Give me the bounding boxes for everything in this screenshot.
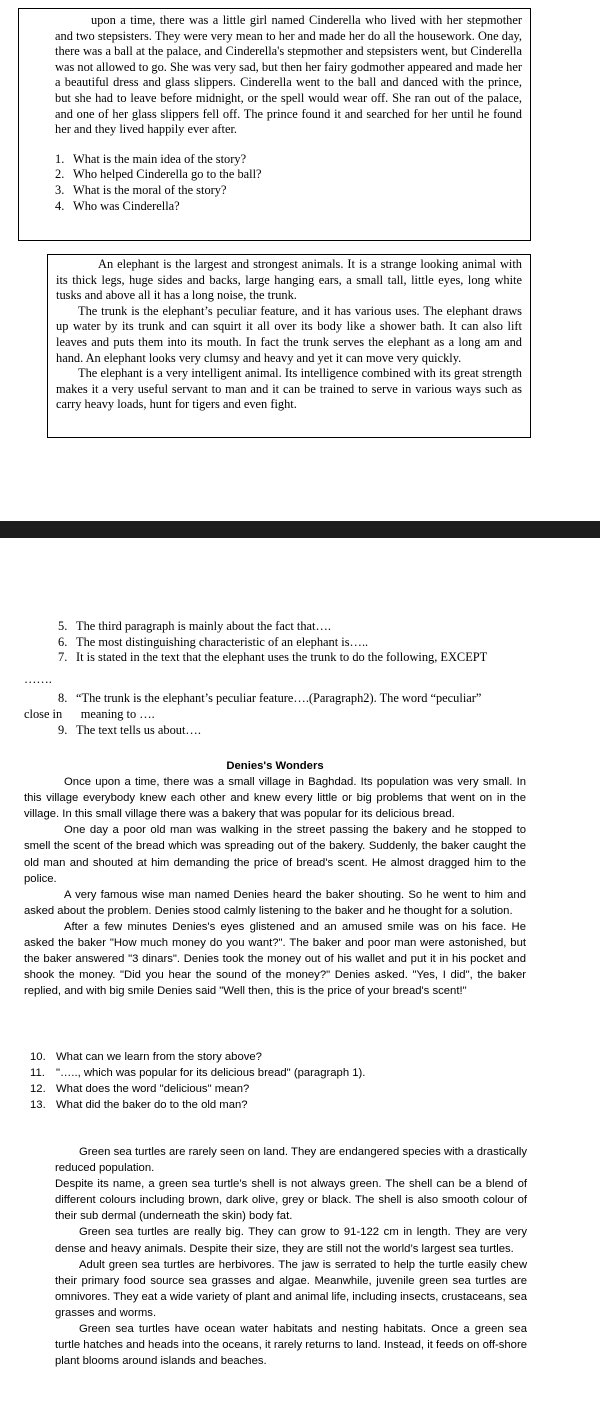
cinderella-questions (55, 152, 522, 214)
question-item: 3. What is the moral of the story? (55, 182, 227, 197)
turtle-passage (55, 1144, 527, 1369)
question-item: 2. Who helped Cinderella go to the ball? (55, 167, 262, 182)
elephant-paragraph: The trunk is the elephant’s peculiar feature, and it has various uses. The elephant draws up water by its trunk and can squirt it all over its body like a shower bath. It can also lift leaves and puts them into its mouth. In fact the trunk serves the elephant as a long am and hand. An elephant looks very clumsy and heavy and yet it can move very quickly. (56, 303, 522, 365)
question-item: 5. The third paragraph is mainly about the fact that…. (58, 619, 331, 633)
question-item: 10. What can we learn from the story above? (30, 1051, 262, 1063)
denies-story (24, 758, 526, 999)
elephant-paragraph: An elephant is the largest and strongest animals. It is a strange looking animal with its thick legs, huge sides and backs, large hanging ears, a small tall, little eyes, long white tusks and above all it has a long noise, the trunk. (56, 257, 522, 303)
question-item: 9. The text tells us about…. (58, 722, 201, 737)
question-item: 8. “The trunk is the elephant’s peculiar feature….(Paragraph2). The word “peculiar” (58, 691, 482, 706)
elephant-passage-box (47, 254, 531, 438)
denies-questions (30, 1049, 530, 1113)
question-item: 6. The most distinguishing characteristic of an elephant is….. (58, 634, 369, 649)
story-paragraph: Once upon a time, there was a small village in Baghdad. Its population was very small. In this village everybody knew each other and knew every little or big problems that went on in the village. In this small village there was a bakery that was popular for its delicious bread. (24, 776, 526, 821)
question-item: 13. What did the baker do to the old man? (30, 1099, 248, 1112)
answer-blank: ……. (24, 671, 52, 686)
turtle-paragraph: Green sea turtles are really big. They can grow to 91-122 cm in length. They are very dense and heavy animals. Despite their size, they are still not the world’s largest sea turtles. (55, 1226, 527, 1255)
turtle-paragraph: Green sea turtles are rarely seen on land. They are endangered species with a drastically reduced population. (55, 1146, 527, 1175)
question-item: 1. What is the main idea of the story? (55, 151, 247, 166)
page-divider (0, 521, 600, 538)
question-item: 11. "….., which was popular for its delicious bread" (paragraph 1). (30, 1067, 366, 1080)
elephant-paragraph: The elephant is a very intelligent animal. Its intelligence combined with its great strength makes it a very useful servant to man and it can be trained to serve in various ways such as carry heavy loads, hunt for tigers and even fight. (56, 366, 522, 412)
story-title: Denies's Wonders (226, 760, 324, 772)
question-item: 7. It is stated in the text that the elephant uses the trunk to do the following, EXCEPT (58, 650, 488, 665)
story-paragraph: A very famous wise man named Denies heard the baker shouting. So he went to him and asked about the problem. Denies stood calmly listening to the baker and he thought for a solution. (24, 888, 526, 917)
story-paragraph: After a few minutes Denies's eyes glistened and an amused smile was on his face. He asked the baker "How much money do you want?". The baker and poor man were astonished, but the baker answered "3 dinars". Denies took the money out of his wallet and put it in his pocket and shook the money. "Did you hear the sound of the money?" Denies asked. "Yes, I did", the baker replied, and with big smile Denies said "Well then, this is the price of your bread's scent!" (24, 920, 526, 998)
turtle-paragraph: Despite its name, a green sea turtle’s shell is not always green. The shell can be a blend of different colours including brown, dark olive, grey or black. The shell is also smooth colour of their sub dermal (underneath the skin) body fat. (55, 1178, 527, 1223)
question-continuation: close in meaning to …. (24, 706, 155, 721)
turtle-paragraph: Green sea turtles have ocean water habitats and nesting habitats. Once a green sea turtle hatches and heads into the oceans, it rarely returns to land. Instead, it feeds on off-shore plant blooms around islands and beaches. (55, 1323, 527, 1368)
turtle-paragraph: Adult green sea turtles are herbivores. The jaw is serrated to help the turtle easily chew their primary food source sea grasses and algae. Meanwhile, juvenile green sea turtles are omnivores. They eat a wide variety of plant and animal life, including insects, crustaceans, sea grasses and worms. (55, 1258, 527, 1319)
story-paragraph: One day a poor old man was walking in the street passing the bakery and he stopped to smell the scent of the bread which was spreading out of the bakery. Suddenly, the baker caught the old man and shouted at him demanding the price of bread's scent. He almost dragged him to the police. (24, 824, 526, 885)
question-item: 12. What does the word "delicious" mean? (30, 1083, 250, 1096)
question-item: 4. Who was Cinderella? (55, 198, 180, 213)
elephant-questions (24, 619, 584, 738)
cinderella-passage-box (18, 8, 531, 241)
cinderella-passage: upon a time, there was a little girl named Cinderella who lived with her stepmother and two stepsisters. They were very mean to her and made her do all the housework. One day, there was a ball at the palace, and Cinderella's stepmother and stepsisters went, but Cinderella was not allowed to go. She was very sad, but then her fairy godmother appeared and made her a beautiful dress and glass slippers. Cinderella went to the ball and danced with the prince, but she had to leave before midnight, or the spell would wear off. She ran out of the palace, and one of her glass slippers fell off. The prince found it and searched for her until he found her and they lived happily ever after. (55, 13, 522, 137)
